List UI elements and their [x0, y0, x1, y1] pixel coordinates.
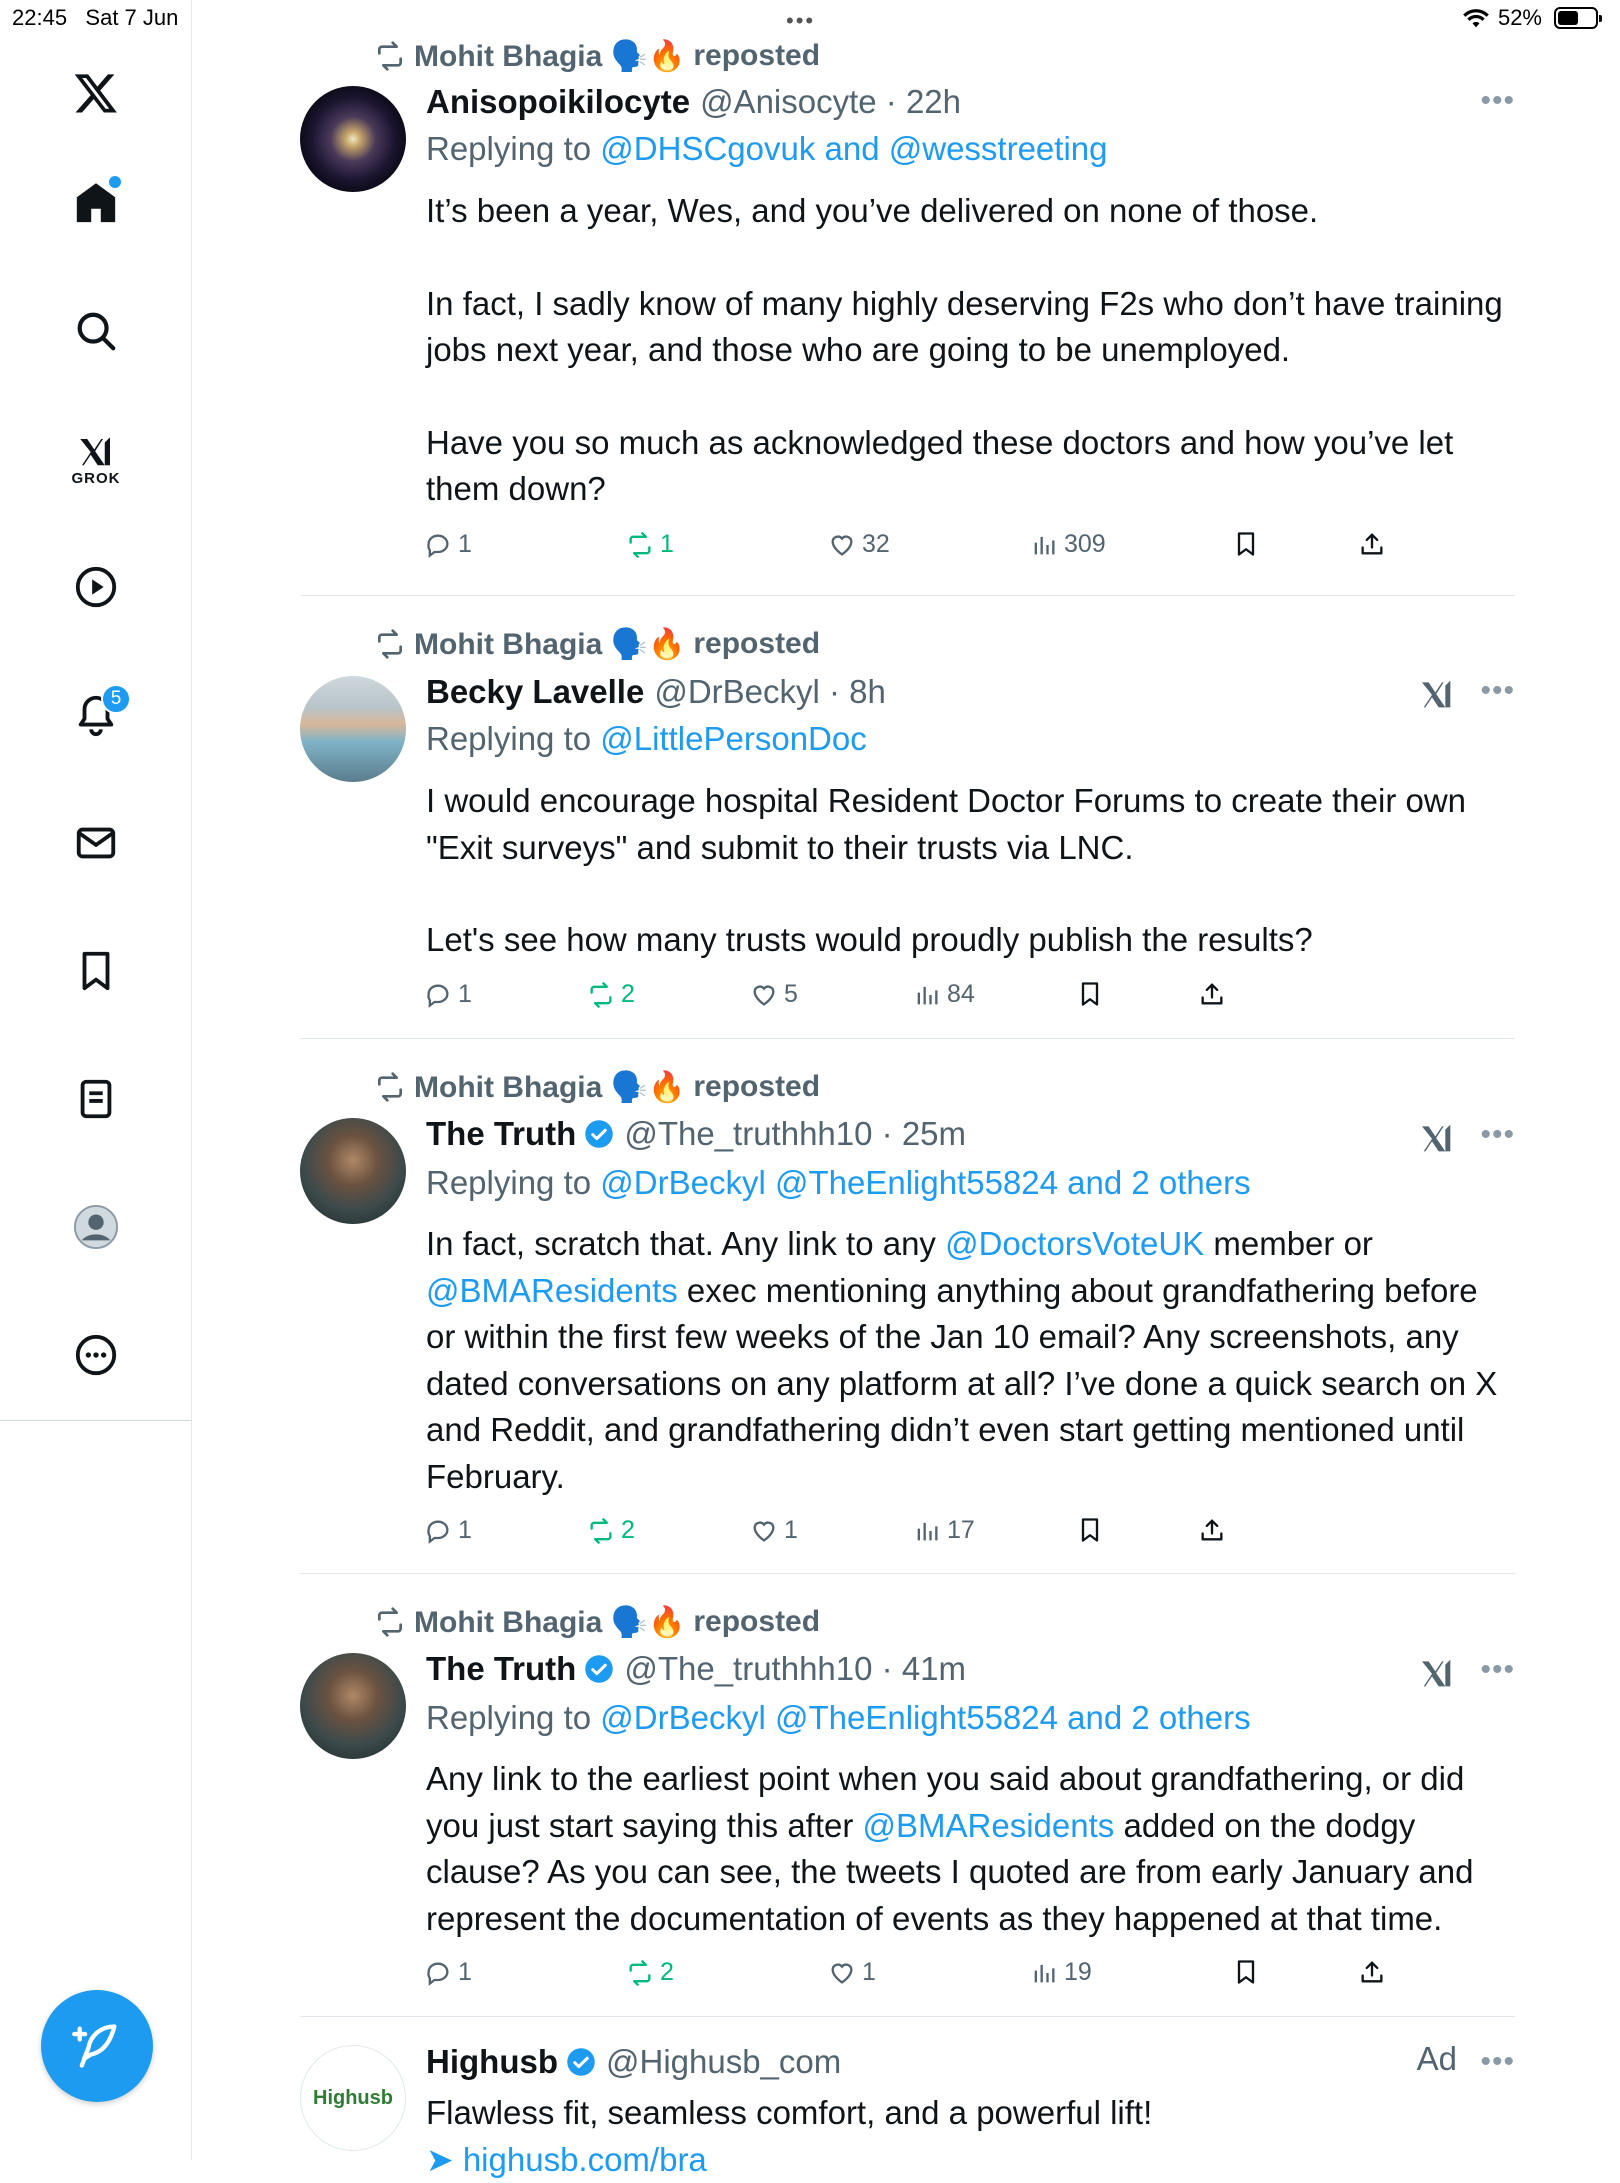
post-text: Any link to the earliest point when you said about grandfathering, or did you just start saying this after @BMAResidents added on the dodgy clause? As you can see, the tweets I quoted are from early January and represent the documentation of events as they happened at that time. — [426, 1756, 1516, 1942]
mention-link[interactable]: @BMAResidents — [863, 1807, 1115, 1844]
x-logo-icon[interactable] — [55, 52, 137, 134]
repost-icon — [587, 1517, 615, 1545]
reply-icon — [424, 981, 452, 1009]
post-divider — [300, 2016, 1515, 2017]
author-handle[interactable]: @Highusb_com — [606, 2043, 841, 2081]
bookmark-icon — [1232, 530, 1260, 558]
lists-icon[interactable] — [55, 1058, 137, 1140]
author-handle[interactable]: @The_truthhh10 · 41m — [624, 1650, 966, 1688]
bookmark-button[interactable] — [1076, 980, 1104, 1008]
post-more-icon[interactable]: ••• — [1480, 2045, 1515, 2079]
repost-icon — [587, 981, 615, 1009]
bookmark-button[interactable] — [1076, 1516, 1104, 1544]
views-icon — [913, 1517, 941, 1545]
repost-indicator — [374, 1602, 820, 1642]
heart-icon — [828, 1959, 856, 1987]
grok-label: GROK — [72, 470, 121, 487]
author-name[interactable]: The Truth — [426, 1650, 576, 1688]
notifications-badge: 5 — [101, 684, 131, 714]
post-more-icon[interactable]: ••• — [1480, 674, 1515, 708]
bookmark-button[interactable] — [1232, 530, 1260, 558]
profile-avatar-icon[interactable] — [55, 1186, 137, 1268]
like-button[interactable]: 1 — [828, 1958, 876, 1987]
grok-explain-icon[interactable] — [1417, 674, 1457, 714]
post-header — [426, 1112, 966, 1156]
avatar[interactable] — [300, 1653, 406, 1759]
author-handle[interactable]: @DrBeckyl · 8h — [654, 673, 886, 711]
post-header — [426, 80, 961, 124]
mention-link[interactable]: @DoctorsVoteUK — [945, 1225, 1204, 1262]
mention-link[interactable]: @BMAResidents — [426, 1272, 678, 1309]
multitasking-dots-icon[interactable]: ••• — [786, 8, 815, 34]
author-name[interactable]: The Truth — [426, 1115, 576, 1153]
verified-badge-icon — [584, 1119, 614, 1149]
bookmark-icon — [1076, 980, 1104, 1008]
views-button[interactable]: 19 — [1030, 1958, 1092, 1987]
author-handle[interactable]: @Anisocyte · 22h — [700, 83, 961, 121]
repost-button[interactable]: 2 — [587, 980, 635, 1009]
compose-post-button[interactable] — [41, 1990, 153, 2102]
reply-button[interactable]: 1 — [424, 1516, 472, 1545]
reply-mentions[interactable]: @DrBeckyl @TheEnlight55824 and 2 others — [600, 1164, 1250, 1201]
post-divider — [300, 1573, 1515, 1574]
grok-icon[interactable] — [55, 418, 137, 500]
repost-label: reposted — [693, 39, 820, 73]
avatar[interactable] — [300, 86, 406, 192]
avatar[interactable]: Highusb — [300, 2045, 406, 2151]
post-divider — [300, 595, 1515, 596]
author-name[interactable]: Anisopoikilocyte — [426, 83, 690, 121]
share-button[interactable] — [1198, 980, 1226, 1008]
share-button[interactable] — [1358, 530, 1386, 558]
repost-indicator — [374, 1067, 820, 1107]
post-more-icon[interactable]: ••• — [1480, 84, 1515, 118]
reply-icon — [424, 1517, 452, 1545]
status-time: 22:45 Sat 7 Jun — [12, 5, 178, 31]
replying-to: Replying to @LittlePersonDoc — [426, 720, 867, 758]
post-header — [426, 2040, 841, 2084]
reposter-name[interactable]: Mohit Bhagia 🗣️🔥 — [414, 627, 685, 662]
like-button[interactable]: 5 — [750, 980, 798, 1009]
repost-icon — [626, 531, 654, 559]
repost-icon — [374, 40, 406, 72]
like-button[interactable]: 32 — [828, 530, 890, 559]
views-icon — [913, 981, 941, 1009]
repost-icon — [374, 1606, 406, 1638]
repost-icon — [374, 1071, 406, 1103]
verified-badge-icon — [584, 1654, 614, 1684]
repost-icon — [626, 1959, 654, 1987]
heart-icon — [750, 1517, 778, 1545]
grok-explain-icon[interactable] — [1417, 1118, 1457, 1158]
battery-percent: 52% — [1498, 5, 1542, 31]
repost-button[interactable]: 2 — [626, 1958, 674, 1987]
heart-icon — [828, 531, 856, 559]
ad-label: Ad — [1417, 2040, 1457, 2078]
compose-feather-icon — [71, 2020, 123, 2072]
replying-to: Replying to @DrBeckyl @TheEnlight55824 and 2 others — [426, 1164, 1251, 1202]
bookmark-button[interactable] — [1232, 1958, 1260, 1986]
views-button[interactable]: 84 — [913, 980, 975, 1009]
home-new-dot — [109, 176, 121, 188]
author-name[interactable]: Becky Lavelle — [426, 673, 644, 711]
wifi-icon — [1462, 7, 1490, 29]
repost-button[interactable]: 2 — [587, 1516, 635, 1545]
reply-button[interactable]: 1 — [424, 980, 472, 1009]
more-options-icon[interactable] — [55, 1314, 137, 1396]
reply-button[interactable]: 1 — [424, 1958, 472, 1987]
share-icon — [1198, 1516, 1226, 1544]
post-text: Flawless fit, seamless comfort, and a powerful lift! ➤ highusb.com/bra — [426, 2090, 1516, 2183]
like-button[interactable]: 1 — [750, 1516, 798, 1545]
reply-mentions[interactable]: @DrBeckyl @TheEnlight55824 and 2 others — [600, 1699, 1250, 1736]
reply-icon — [424, 531, 452, 559]
status-bar — [0, 0, 1620, 40]
views-button[interactable]: 309 — [1030, 530, 1106, 559]
post-text: In fact, scratch that. Any link to any @DoctorsVoteUK member or @BMAResidents exec mentioning anything about grandfathering before or within the first few weeks of the Jan 10 email? Any screenshots, any dated conversations on any platform at all? I’ve done a quick search on X and Reddit, and grandfathering didn’t even start getting mentioned until February. — [426, 1221, 1516, 1500]
messages-icon[interactable] — [55, 802, 137, 884]
repost-indicator — [374, 36, 820, 76]
post-header — [426, 1647, 966, 1691]
post-more-icon[interactable]: ••• — [1480, 1118, 1515, 1152]
reposter-name[interactable]: Mohit Bhagia 🗣️🔥 — [414, 1605, 685, 1640]
status-right — [1462, 5, 1598, 31]
views-icon — [1030, 1959, 1058, 1987]
search-icon[interactable] — [55, 290, 137, 372]
repost-label: reposted — [693, 1605, 820, 1639]
replying-to: Replying to @DrBeckyl @TheEnlight55824 and 2 others — [426, 1699, 1251, 1737]
share-icon — [1198, 980, 1226, 1008]
reply-button[interactable]: 1 — [424, 530, 472, 559]
share-icon — [1358, 1958, 1386, 1986]
battery-icon — [1554, 7, 1598, 29]
share-icon — [1358, 530, 1386, 558]
reposter-name[interactable]: Mohit Bhagia 🗣️🔥 — [414, 39, 685, 74]
reply-mentions[interactable]: @DHSCgovuk and @wesstreeting — [600, 130, 1107, 167]
author-handle[interactable]: @The_truthhh10 · 25m — [624, 1115, 966, 1153]
notifications-icon[interactable] — [55, 674, 137, 756]
post-header — [426, 670, 886, 714]
ad-link[interactable]: ➤ highusb.com/bra — [426, 2137, 1516, 2183]
repost-label: reposted — [693, 627, 820, 661]
bookmark-icon — [1232, 1958, 1260, 1986]
share-button[interactable] — [1198, 1516, 1226, 1544]
sidebar — [0, 0, 192, 2160]
grok-explain-icon[interactable] — [1417, 1653, 1457, 1693]
share-button[interactable] — [1358, 1958, 1386, 1986]
post-divider — [300, 1038, 1515, 1039]
views-button[interactable]: 17 — [913, 1516, 975, 1545]
repost-icon — [374, 628, 406, 660]
bookmarks-icon[interactable] — [55, 930, 137, 1012]
repost-label: reposted — [693, 1070, 820, 1104]
post-text: It’s been a year, Wes, and you’ve delivered on none of those. In fact, I sadly know of many highly deserving F2s who don’t have training jobs next year, and those who are going to be unemployed. Have you so much as acknowledged these doctors and how you’ve let them down? — [426, 188, 1516, 513]
post-text: I would encourage hospital Resident Doctor Forums to create their own "Exit surveys" and submit to their trusts via LNC. Let's see how many trusts would proudly publish the results? — [426, 778, 1516, 964]
reposter-name[interactable]: Mohit Bhagia 🗣️🔥 — [414, 1070, 685, 1105]
author-name[interactable]: Highusb — [426, 2043, 558, 2081]
reply-icon — [424, 1959, 452, 1987]
replying-to: Replying to @DHSCgovuk and @wesstreeting — [426, 130, 1108, 168]
home-icon[interactable] — [55, 162, 137, 244]
heart-icon — [750, 981, 778, 1009]
views-icon — [1030, 531, 1058, 559]
reply-mentions[interactable]: @LittlePersonDoc — [600, 720, 866, 757]
video-icon[interactable] — [55, 546, 137, 628]
verified-badge-icon — [566, 2047, 596, 2077]
sidebar-divider — [0, 1420, 192, 1421]
post-more-icon[interactable]: ••• — [1480, 1653, 1515, 1687]
repost-button[interactable]: 1 — [626, 530, 674, 559]
avatar[interactable] — [300, 1118, 406, 1224]
bookmark-icon — [1076, 1516, 1104, 1544]
avatar[interactable] — [300, 676, 406, 782]
repost-indicator — [374, 624, 820, 664]
